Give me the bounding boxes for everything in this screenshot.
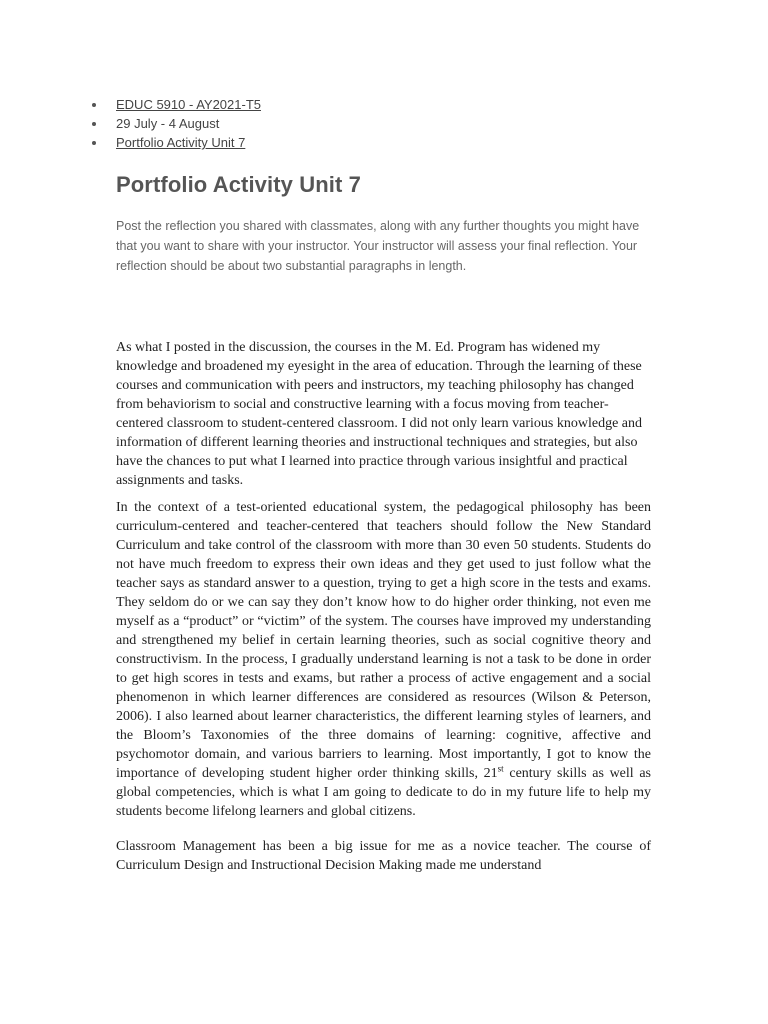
activity-link[interactable]: Portfolio Activity Unit 7 [116,135,246,150]
bullet-icon [92,103,96,107]
paragraph-2-text: In the context of a test-oriented educational system, the pedagogical philosophy has been curriculum-centered and teacher-centered that teachers should follow the New Standard Curriculum and take control of the classroom with more than 30 even 50 students. Students do not have much freedom to express their own ideas and they get used to just follow what the teacher says as standard answer to a question, trying to get a high score in the tests and exams. They seldom do or we can say they don’t know how to do higher order thinking, not even me myself as a “product” or “victim” of the system. The courses have improved my understanding and strengthened my belief in certain learning theories, such as social cognitive theory and constructivism. In the process, I gradually understand learning is not a task to be done in order to get high scores in tests and exams, but rather a process of active engagement and a social phenomenon in which learner differences are considered as resources (Wilson & Peterson, 2006). I also learned about learner characteristics, the different learning styles of learners, and the Bloom’s Taxonomies of the three domains of learning: cognitive, affective and psychomotor domain, and various barriers to learning. Most importantly, I got to know the importance of developing student higher order thinking skills, 21 [116,500,651,781]
reflection-paragraph-2 [116,498,651,821]
bullet-icon [92,122,96,126]
paragraph-2-text-end: century skills as well as global competencies, which is what I am going to dedicate to do in my future life to help my students become lifelong learners and global citizens. [116,766,651,819]
breadcrumb-list [92,95,261,152]
reflection-paragraph-1: As what I posted in the discussion, the courses in the M. Ed. Program has widened my knowledge and broadened my eyesight in the area of education. Through the learning of these courses and communication with peers and instructors, my teaching philosophy has changed from behaviorism to social and constructive learning with a focus moving from teacher-centered classroom to student-centered classroom. I did not only learn various knowledge and information of different learning theories and instructional techniques and strategies, but also have the chances to put what I learned into practice through various insightful and practical assignments and tasks. [116,340,643,488]
ordinal-superscript: st [497,763,504,774]
breadcrumb-item-course [92,95,261,114]
reflection-body [116,338,651,883]
breadcrumb-item-activity [92,133,261,152]
course-link[interactable]: EDUC 5910 - AY2021-T5 [116,97,261,112]
breadcrumb-item-week [92,114,261,133]
bullet-icon [92,141,96,145]
reflection-paragraph-3: Classroom Management has been a big issue for me as a novice teacher. The course of Curriculum Design and Instructional Decision Making made me understand [116,839,651,873]
page-title: Portfolio Activity Unit 7 [116,172,361,197]
week-label: 29 July - 4 August [116,116,220,131]
assignment-instructions: Post the reflection you shared with classmates, along with any further thoughts you might have that you want to share with your instructor. Your instructor will assess your final reflection. Your reflection should be about two substantial paragraphs in length. [116,219,640,273]
